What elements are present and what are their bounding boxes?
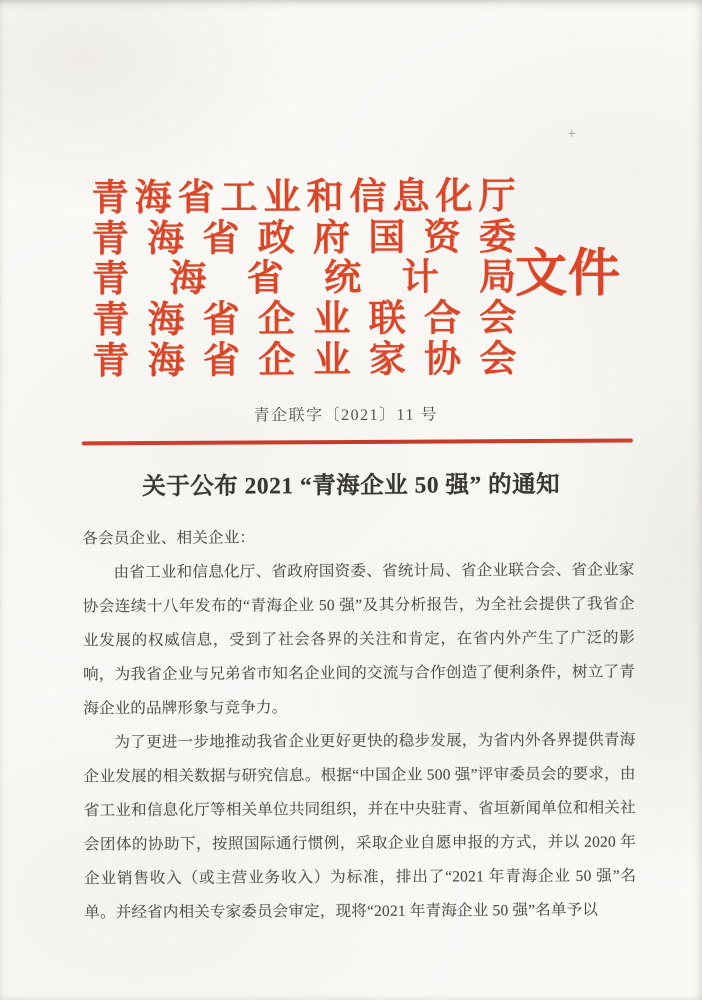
scan-registration-mark: + (567, 126, 577, 140)
letterhead-divider-rule (82, 439, 633, 446)
salutation-line: 各会员企业、相关企业： (82, 529, 256, 548)
document-reference-number: 青企联字〔2021〕11 号 (253, 406, 439, 425)
body-paragraph: 为了更进一步地推动我省企业更好更快的稳步发展，为省内外各界提供青海企业发展的相关数据与研究信息。根据“中国企业 500 强”评审委员会的要求，由省工业和信息化厅等相关单位共同组织，并在中央驻青、省垣新闻单位和相关社会团体的协助下，按照国际通行惯例，采取企业自愿申报的方式，并以 2020 年企业销售收入（或主营业务收入）为标准，排出了“2021 年青海企业 50 强”名单。并经省内相关专家委员会审定，现将“2021 年青海企业 50 强”名单予以 (83, 731, 637, 922)
document-title: 关于公布 2021 “青海企业 50 强” 的通知 (142, 471, 561, 501)
agency-name: 青海省统计局 (91, 257, 517, 301)
letterhead (0, 0, 700, 425)
document-body (82, 520, 636, 931)
issuing-agencies-list (92, 177, 517, 383)
agency-name: 青海省工业和信息化厅 (91, 176, 516, 220)
agency-name: 青海省政府国资委 (91, 216, 516, 261)
agency-name: 青海省企业联合会 (92, 298, 517, 342)
document-type-label: 文件 (514, 245, 622, 304)
agency-name: 青海省企业家协会 (92, 338, 517, 383)
body-paragraph: 由省工业和信息化厅、省政府国资委、省统计局、省企业联合会、省企业家协会连续十八年发布的“青海企业 50 强”及其分析报告，为全社会提供了我省企业发展的权威信息，受到了社会各界的关注和肯定，在省内外产生了广泛的影响，为我省企业与兄弟省市知名企业间的交流与合作创造了便利条件，树立了青海企业的品牌形象与竞争力。 (82, 561, 636, 718)
